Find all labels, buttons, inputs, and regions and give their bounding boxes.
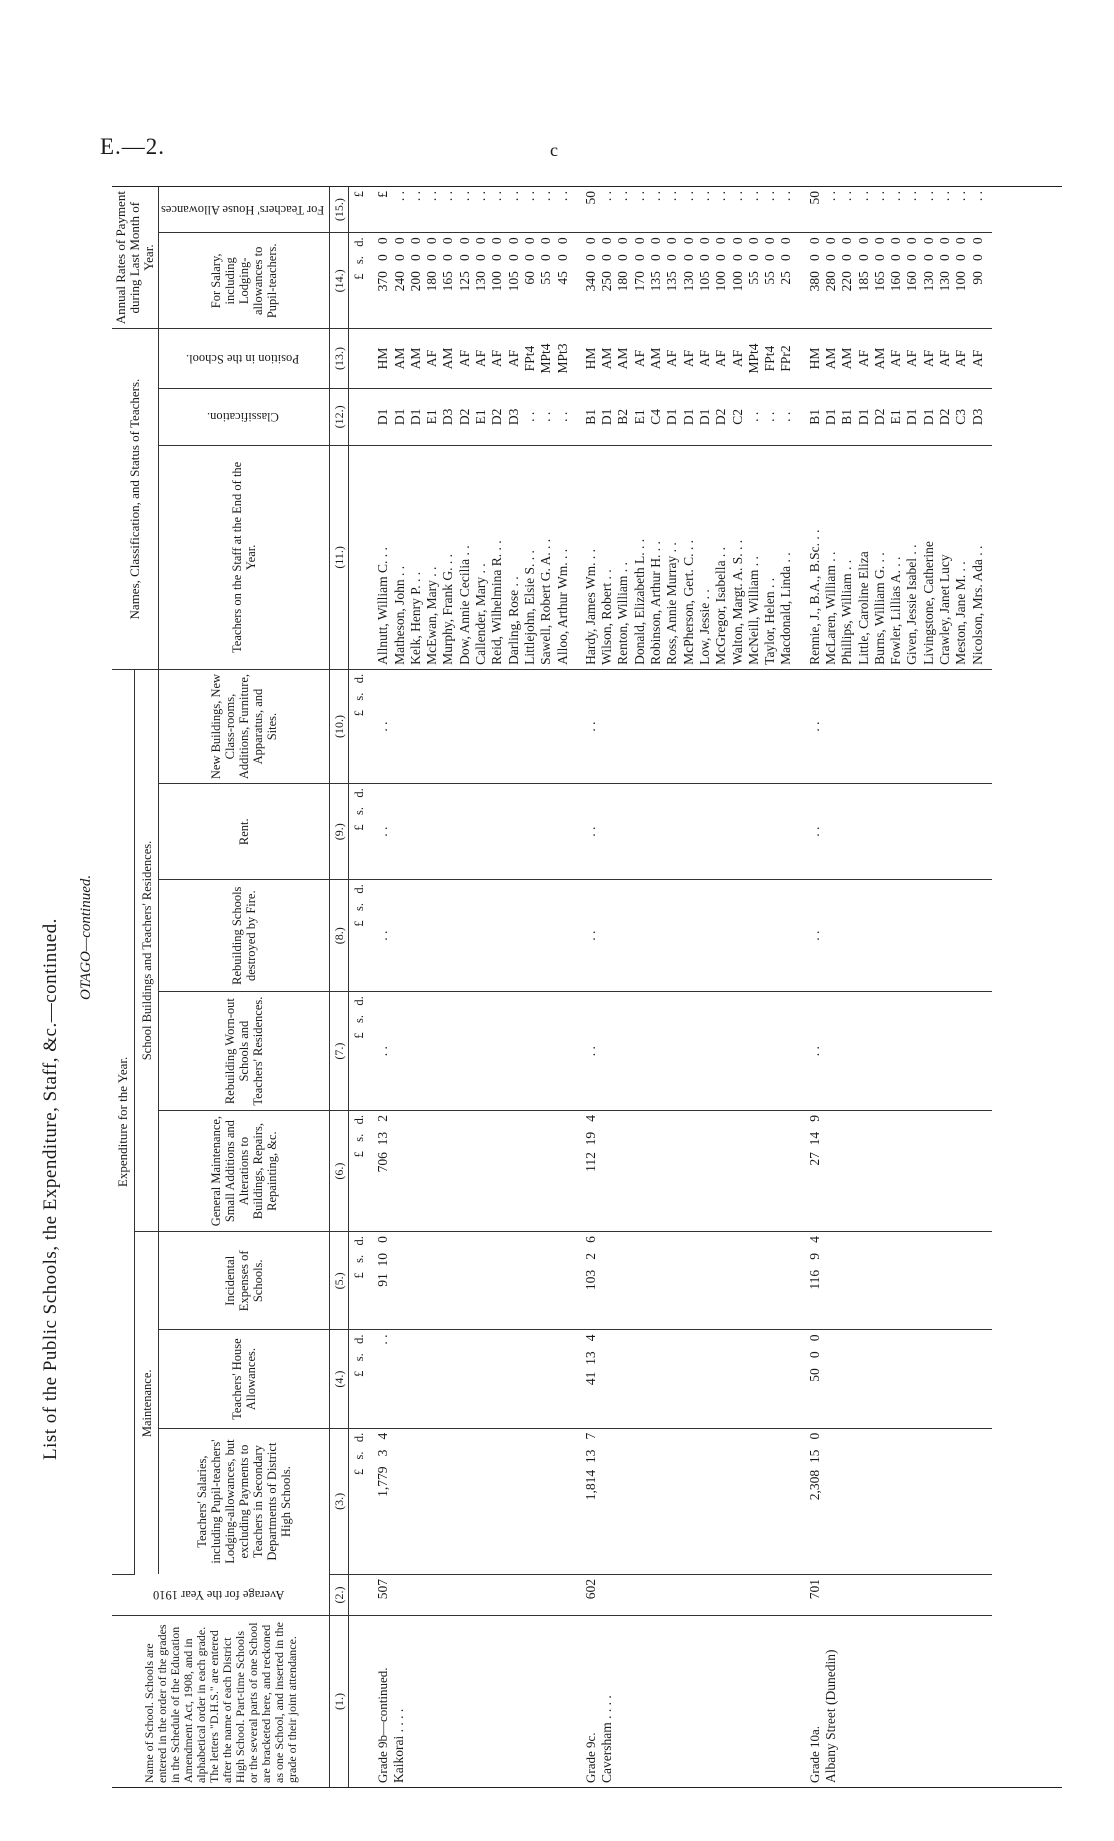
header-names-group: Names, Classification, and Status of Teachers. [112, 329, 159, 670]
teacher-name: Darling, Rose . . [505, 576, 521, 665]
header-house-allowances: Teachers' House Allowances. [159, 1330, 330, 1428]
teacher-house: . . [904, 191, 920, 202]
teacher-sal: 25 0 0 [778, 237, 794, 285]
teachers-salaries: 1,814 13 7 [577, 1428, 801, 1574]
teacher-sal: 165 0 0 [440, 237, 456, 292]
teacher-house-allowances [369, 187, 577, 233]
teacher-house: . . [424, 191, 440, 202]
unit-lsd: £ s. d. [349, 880, 370, 992]
teacher-house-allowances [801, 187, 992, 233]
header-buildings-group: School Buildings and Teachers' Residences. [135, 669, 159, 1231]
teacher-name: Nicolson, Mrs. Ada . . [969, 545, 985, 665]
teacher-pos: AF [696, 349, 712, 368]
col-num-13: (13.) [330, 329, 349, 388]
schools-expenditure-table [112, 187, 992, 1787]
school-cell [369, 1616, 577, 1787]
unit-blank [349, 445, 370, 669]
schools-table-frame [112, 186, 1062, 1788]
teacher-house: . . [778, 191, 794, 202]
teacher-positions [577, 329, 801, 388]
teacher-house: . . [440, 191, 456, 202]
teacher-pos: AF [969, 349, 985, 368]
teacher-house: . . [554, 191, 570, 202]
teacher-name: Dow, Annie Cecilia . . [456, 545, 472, 665]
average-attendance: 507 [369, 1574, 577, 1615]
unit-blank [349, 1616, 370, 1787]
teacher-pos: AF [855, 349, 871, 368]
rotated-table [112, 187, 1062, 1787]
teacher-cls: . . [762, 411, 778, 422]
teacher-house: 50 [806, 191, 822, 205]
teacher-cls: D3 [440, 408, 456, 426]
header-new-buildings: New Buildings, New Class-rooms, Additions, Furniture, Apparatus, and Sites. [159, 669, 330, 783]
teacher-sal: 55 0 0 [762, 237, 778, 285]
teacher-house: . . [680, 191, 696, 202]
teacher-cls: D3 [969, 408, 985, 426]
teacher-salaries [801, 233, 992, 329]
grade-label: Grade 10a. [806, 1725, 822, 1783]
teacher-house: . . [391, 191, 407, 202]
teacher-sal: 240 0 0 [391, 237, 407, 292]
teacher-cls: D2 [713, 408, 729, 426]
teacher-sal: 160 0 0 [888, 237, 904, 292]
header-general-maintenance: General Maintenance, Small Additions and Alterations to Buildings, Repairs, Repainting, &c. [159, 1111, 330, 1232]
teacher-house-allowances [577, 187, 801, 233]
teacher-sal: 280 0 0 [822, 237, 838, 292]
header-name-of-school: Name of School. Schools are entered in the order of the grades in the Schedule of the Education Amendment Act, 1908, and in alphabetical order in each grade. The letters "D.H.S." are entered after the name of each District High School. Part-time Schools or the several parts of one School are bracketed here, and reckoned as one School, and inserted in the grade of their joint attendance. [141, 1622, 299, 1783]
school-name: Caversham . . . . [598, 1695, 614, 1783]
teacher-classifications [801, 388, 992, 445]
header-position [159, 329, 330, 388]
teacher-pos: AF [920, 349, 936, 368]
teacher-sal: 125 0 0 [456, 237, 472, 292]
unit-lsd: £ s. d. [349, 1232, 370, 1330]
teacher-cls: . . [778, 411, 794, 422]
teacher-name: Reid, Wilhelmina R. . . [489, 540, 505, 665]
teacher-house: . . [713, 191, 729, 202]
teacher-pos: AF [904, 349, 920, 368]
teacher-sal: 135 0 0 [648, 237, 664, 292]
district-subtitle: OTAGO—continued. [78, 874, 94, 1000]
house-allowances: 41 13 4 [577, 1330, 801, 1428]
header-teachers-salaries: Teachers' Salaries, including Pupil-teachers' Lodging-allowances, but excluding Payments to Teachers in Secondary Departments of District High Schools. [195, 1439, 294, 1564]
teacher-house: . . [407, 191, 423, 202]
house-allowances: . . [369, 1330, 577, 1428]
teacher-house: . . [839, 191, 855, 202]
teacher-cls: D2 [456, 408, 472, 426]
teacher-pos: AF [664, 349, 680, 368]
teacher-sal: 180 0 0 [424, 237, 440, 292]
col-num-11: (11.) [330, 445, 349, 669]
teacher-pos: HM [582, 347, 598, 370]
teacher-name: McNeill, William . . [745, 556, 761, 665]
col-num-5: (5.) [330, 1232, 349, 1330]
col-num-12: (12.) [330, 388, 349, 445]
teacher-sal: 130 0 0 [473, 237, 489, 292]
teacher-sal: 380 0 0 [806, 237, 822, 292]
teacher-sal: 340 0 0 [582, 237, 598, 292]
unit-blank [349, 329, 370, 388]
teacher-house: £ [375, 191, 391, 198]
teacher-sal: 90 0 0 [969, 237, 985, 285]
teacher-pos: AM [648, 347, 664, 370]
teacher-name: Rennie, J., B.A., B.Sc. . . [806, 529, 822, 665]
col-num-9: (9.) [330, 784, 349, 880]
teacher-name: Donald, Elizabeth L. . . [631, 538, 647, 665]
header-average-attendance [112, 1574, 330, 1615]
teacher-pos: AF [456, 349, 472, 368]
unit-pound: £ [349, 187, 370, 233]
teacher-cls: D3 [505, 408, 521, 426]
teacher-house: . . [615, 191, 631, 202]
teacher-pos: AF [953, 349, 969, 368]
teacher-pos: FPt4 [762, 345, 778, 372]
header-salary-rate: For Salary, including Lodging-allowances to Pupil-teachers. [159, 233, 330, 329]
teacher-name: Low, Jessie . . [696, 589, 712, 665]
teacher-name: McLaren, William . . [822, 551, 838, 665]
unit-lsd: £ s. d. [349, 669, 370, 783]
teacher-names [577, 445, 801, 669]
teacher-cls: . . [538, 411, 554, 422]
rebuilding-worn-out: . . [577, 992, 801, 1111]
rebuilding-fire: . . [577, 880, 801, 992]
teacher-house: . . [473, 191, 489, 202]
average-attendance: 701 [801, 1574, 992, 1615]
header-position-text: Position in the School. [186, 351, 300, 366]
teacher-house: . . [745, 191, 761, 202]
col-num-15: (15.) [330, 187, 349, 233]
teacher-name: Burns, William G. . . [871, 552, 887, 665]
teacher-cls: D1 [855, 408, 871, 426]
unit-blank [349, 1574, 370, 1615]
teacher-house: . . [696, 191, 712, 202]
teacher-house: . . [855, 191, 871, 202]
teacher-name: Murphy, Frank G. . . [440, 553, 456, 665]
rent: . . [577, 784, 801, 880]
table-row [577, 187, 801, 1787]
teacher-name: McGregor, Isabella . . [713, 546, 729, 665]
teacher-name: Phillips, William . . [839, 559, 855, 665]
teacher-pos: HM [806, 347, 822, 370]
teacher-sal: 250 0 0 [599, 237, 615, 292]
teacher-house: 50 [582, 191, 598, 205]
teacher-sal: 105 0 0 [505, 237, 521, 292]
teacher-pos: AM [599, 347, 615, 370]
teacher-name: Macdonald, Linda . . [778, 552, 794, 665]
header-rent: Rent. [159, 784, 330, 880]
teacher-house: . . [664, 191, 680, 202]
teacher-pos: AM [822, 347, 838, 370]
col-num-3: (3.) [330, 1428, 349, 1574]
teacher-sal: 45 0 0 [554, 237, 570, 285]
header-rebuilding-worn-out: Rebuilding Worn-out Schools and Teachers' Residences. [159, 992, 330, 1111]
header-rebuilding-fire: Rebuilding Schools destroyed by Fire. [159, 880, 330, 992]
col-num-1: (1.) [330, 1616, 349, 1787]
teacher-pos: AF [424, 349, 440, 368]
teacher-house: . . [489, 191, 505, 202]
teacher-cls: D2 [489, 408, 505, 426]
col-num-10: (10.) [330, 669, 349, 783]
teacher-name: Callender, Mary . . [473, 563, 489, 665]
teacher-name: Livingstone, Catherine [920, 541, 936, 665]
teacher-sal: 100 0 0 [729, 237, 745, 292]
teacher-pos: AM [871, 347, 887, 370]
header-teachers-on-staff: Teachers on the Staff at the End of the Year. [159, 445, 330, 669]
teacher-name: Alloo, Arthur Wm. . . [554, 548, 570, 665]
teacher-pos: AM [839, 347, 855, 370]
grade-label: Grade 9c. [582, 1732, 598, 1783]
unit-lsd: £ s. d. [349, 992, 370, 1111]
teacher-house: . . [631, 191, 647, 202]
teacher-name: Fowler, Lillias A. . . [888, 556, 904, 665]
rent: . . [801, 784, 992, 880]
rebuilding-fire: . . [369, 880, 577, 992]
teacher-name: McEwan, Mary . . [424, 566, 440, 665]
teacher-name: Hardy, James Wm. . . [582, 549, 598, 665]
teacher-cls: . . [554, 411, 570, 422]
page-reference: E.—2. [100, 134, 166, 159]
school-cell [577, 1616, 801, 1787]
teacher-cls: B1 [582, 408, 598, 425]
teacher-name: Ross, Annie Murray . . [664, 542, 680, 665]
teacher-pos: AF [729, 349, 745, 368]
teacher-house: . . [888, 191, 904, 202]
teacher-sal: 130 0 0 [937, 237, 953, 292]
teacher-sal: 370 0 0 [375, 237, 391, 292]
teacher-name: Renton, William . . [615, 562, 631, 665]
teacher-cls: D1 [599, 408, 615, 426]
teacher-name: Crawley, Janet Lucy [937, 554, 953, 665]
incidental-expenses: 91 10 0 [369, 1232, 577, 1330]
teachers-salaries: 2,308 15 0 [801, 1428, 992, 1574]
teacher-cls: E1 [473, 409, 489, 425]
teacher-sal: 160 0 0 [904, 237, 920, 292]
teacher-sal: 100 0 0 [713, 237, 729, 292]
teacher-name: Sawell, Robert G. A. . . [538, 538, 554, 665]
teacher-name: Given, Jessie Isabel . . [904, 544, 920, 665]
teacher-pos: AF [713, 349, 729, 368]
teacher-sal: 220 0 0 [839, 237, 855, 292]
teacher-positions [369, 329, 577, 388]
teacher-name: Little, Caroline Eliza [855, 551, 871, 665]
teacher-sal: 130 0 0 [920, 237, 936, 292]
header-expenditure-group: Expenditure for the Year. [112, 669, 135, 1574]
teacher-pos: AF [489, 349, 505, 368]
school-name: Albany Street (Dunedin) [822, 1649, 838, 1783]
teacher-sal: 100 0 0 [953, 237, 969, 292]
average-attendance: 602 [577, 1574, 801, 1615]
teacher-house: . . [648, 191, 664, 202]
teachers-salaries: 1,779 3 4 [369, 1428, 577, 1574]
header-house-rate-text: For Teachers' House Allowances [161, 202, 325, 217]
header-classification [159, 388, 330, 445]
unit-blank [349, 388, 370, 445]
teacher-cls: D1 [920, 408, 936, 426]
teacher-cls: D2 [871, 408, 887, 426]
teacher-classifications [577, 388, 801, 445]
teacher-house: . . [538, 191, 554, 202]
teacher-cls: D1 [822, 408, 838, 426]
col-num-8: (8.) [330, 880, 349, 992]
unit-lsd: £ s. d. [349, 1111, 370, 1232]
teacher-pos: AF [473, 349, 489, 368]
teacher-pos: AM [407, 347, 423, 370]
table-row [369, 187, 577, 1787]
rebuilding-worn-out: . . [801, 992, 992, 1111]
col-num-14: (14.) [330, 233, 349, 329]
teacher-house: . . [762, 191, 778, 202]
teacher-pos: FPr2 [778, 345, 794, 372]
teacher-cls: D1 [664, 408, 680, 426]
teacher-house: . . [953, 191, 969, 202]
teacher-classifications [369, 388, 577, 445]
teacher-pos: AF [937, 349, 953, 368]
teacher-cls: D1 [696, 408, 712, 426]
teacher-cls: D1 [904, 408, 920, 426]
header-maintenance-group: Maintenance. [135, 1232, 159, 1575]
teacher-name: McPherson, Gert. C. . . [680, 539, 696, 665]
teacher-name: Walton, Margt. A. S. . . [729, 539, 745, 665]
rent: . . [369, 784, 577, 880]
teacher-cls: B2 [615, 408, 631, 425]
teacher-name: Robinson, Arthur H. . . [648, 541, 664, 665]
teacher-name: Wilson, Robert . . [599, 569, 615, 665]
teacher-house: . . [969, 191, 985, 202]
teacher-house: . . [729, 191, 745, 202]
teacher-pos: AF [680, 349, 696, 368]
teacher-salaries [369, 233, 577, 329]
document-title: List of the Public Schools, the Expenditure, Staff, &c.—continued. [40, 918, 61, 1460]
teacher-pos: AF [631, 349, 647, 368]
grade-label: Grade 9b—continued. [375, 1667, 391, 1783]
header-incidental-expenses: Incidental Expenses of Schools. [159, 1232, 330, 1330]
teacher-pos: MPt4 [538, 343, 554, 374]
teacher-name: Meston, Jane M. . . [953, 561, 969, 665]
teacher-house: . . [505, 191, 521, 202]
unit-lsd: £ s. d. [349, 1428, 370, 1574]
header-house-rate [159, 187, 330, 233]
unit-lsd: £ s. d. [349, 1330, 370, 1428]
teacher-sal: 60 0 0 [521, 237, 537, 285]
teacher-cls: D1 [375, 408, 391, 426]
teacher-pos: AM [440, 347, 456, 370]
new-buildings: . . [801, 669, 992, 783]
teacher-salaries [577, 233, 801, 329]
incidental-expenses: 116 9 4 [801, 1232, 992, 1330]
teacher-names [801, 445, 992, 669]
col-num-6: (6.) [330, 1111, 349, 1232]
teacher-cls: D2 [937, 408, 953, 426]
teacher-cls: C4 [648, 408, 664, 425]
teacher-house: . . [822, 191, 838, 202]
teacher-pos: HM [375, 347, 391, 370]
teacher-name: Littlejohn, Elsie S. . . [521, 550, 537, 665]
teacher-sal: 165 0 0 [871, 237, 887, 292]
teacher-sal: 55 0 0 [538, 237, 554, 285]
teacher-cls: C3 [953, 408, 969, 425]
teacher-sal: 180 0 0 [615, 237, 631, 292]
teacher-sal: 185 0 0 [855, 237, 871, 292]
teacher-sal: 170 0 0 [631, 237, 647, 292]
header-average-text: Average for the Year 1910 [153, 1588, 285, 1603]
new-buildings: . . [577, 669, 801, 783]
teacher-cls: E1 [424, 409, 440, 425]
teacher-house: . . [871, 191, 887, 202]
col-num-4: (4.) [330, 1330, 349, 1428]
house-allowances: 50 0 0 [801, 1330, 992, 1428]
school-cell [801, 1616, 992, 1787]
teacher-pos: AF [505, 349, 521, 368]
teacher-cls: C2 [729, 408, 745, 425]
teacher-pos: FPt4 [521, 345, 537, 372]
unit-lsd: £ s. d. [349, 784, 370, 880]
teacher-cls: . . [521, 411, 537, 422]
teacher-cls: D1 [680, 408, 696, 426]
col-num-7: (7.) [330, 992, 349, 1111]
rebuilding-fire: . . [801, 880, 992, 992]
teacher-house: . . [920, 191, 936, 202]
teacher-name: Matheson, John . . [391, 565, 407, 665]
teacher-cls: D1 [391, 408, 407, 426]
teacher-cls: E1 [631, 409, 647, 425]
incidental-expenses: 103 2 6 [577, 1232, 801, 1330]
teacher-house: . . [521, 191, 537, 202]
teacher-name: Taylor, Helen . . [762, 577, 778, 665]
header-classification-text: Classification. [206, 409, 279, 424]
teacher-cls: E1 [888, 409, 904, 425]
teacher-cls: B1 [806, 408, 822, 425]
teacher-house: . . [456, 191, 472, 202]
rebuilding-worn-out: . . [369, 992, 577, 1111]
header-rates-group: Annual Rates of Payment during Last Month of Year. [112, 187, 159, 329]
teacher-house: . . [599, 191, 615, 202]
teacher-pos: AF [888, 349, 904, 368]
teacher-sal: 100 0 0 [489, 237, 505, 292]
school-name: Kaikorai . . . . [391, 1708, 407, 1783]
teacher-sal: 55 0 0 [745, 237, 761, 285]
teacher-cls: D1 [407, 408, 423, 426]
teacher-cls: . . [745, 411, 761, 422]
teacher-sal: 130 0 0 [680, 237, 696, 292]
teacher-house: . . [937, 191, 953, 202]
teacher-positions [801, 329, 992, 388]
general-maintenance: 27 14 9 [801, 1111, 992, 1232]
new-buildings: . . [369, 669, 577, 783]
page-mark: c [550, 140, 558, 160]
table-row [801, 187, 992, 1787]
col-num-2: (2.) [330, 1574, 349, 1615]
teacher-names [369, 445, 577, 669]
teacher-name: Kelk, Henry P. . . [407, 571, 423, 665]
teacher-sal: 105 0 0 [696, 237, 712, 292]
teacher-pos: AM [615, 347, 631, 370]
general-maintenance: 706 13 2 [369, 1111, 577, 1232]
teacher-pos: MPt4 [745, 343, 761, 374]
unit-lsd: £ s. d. [349, 233, 370, 329]
general-maintenance: 112 19 4 [577, 1111, 801, 1232]
teacher-cls: B1 [839, 408, 855, 425]
teacher-pos: MPt3 [554, 343, 570, 374]
teacher-sal: 200 0 0 [407, 237, 423, 292]
teacher-sal: 135 0 0 [664, 237, 680, 292]
teacher-name: Allnutt, William C. . . [375, 547, 391, 665]
teacher-pos: AM [391, 347, 407, 370]
